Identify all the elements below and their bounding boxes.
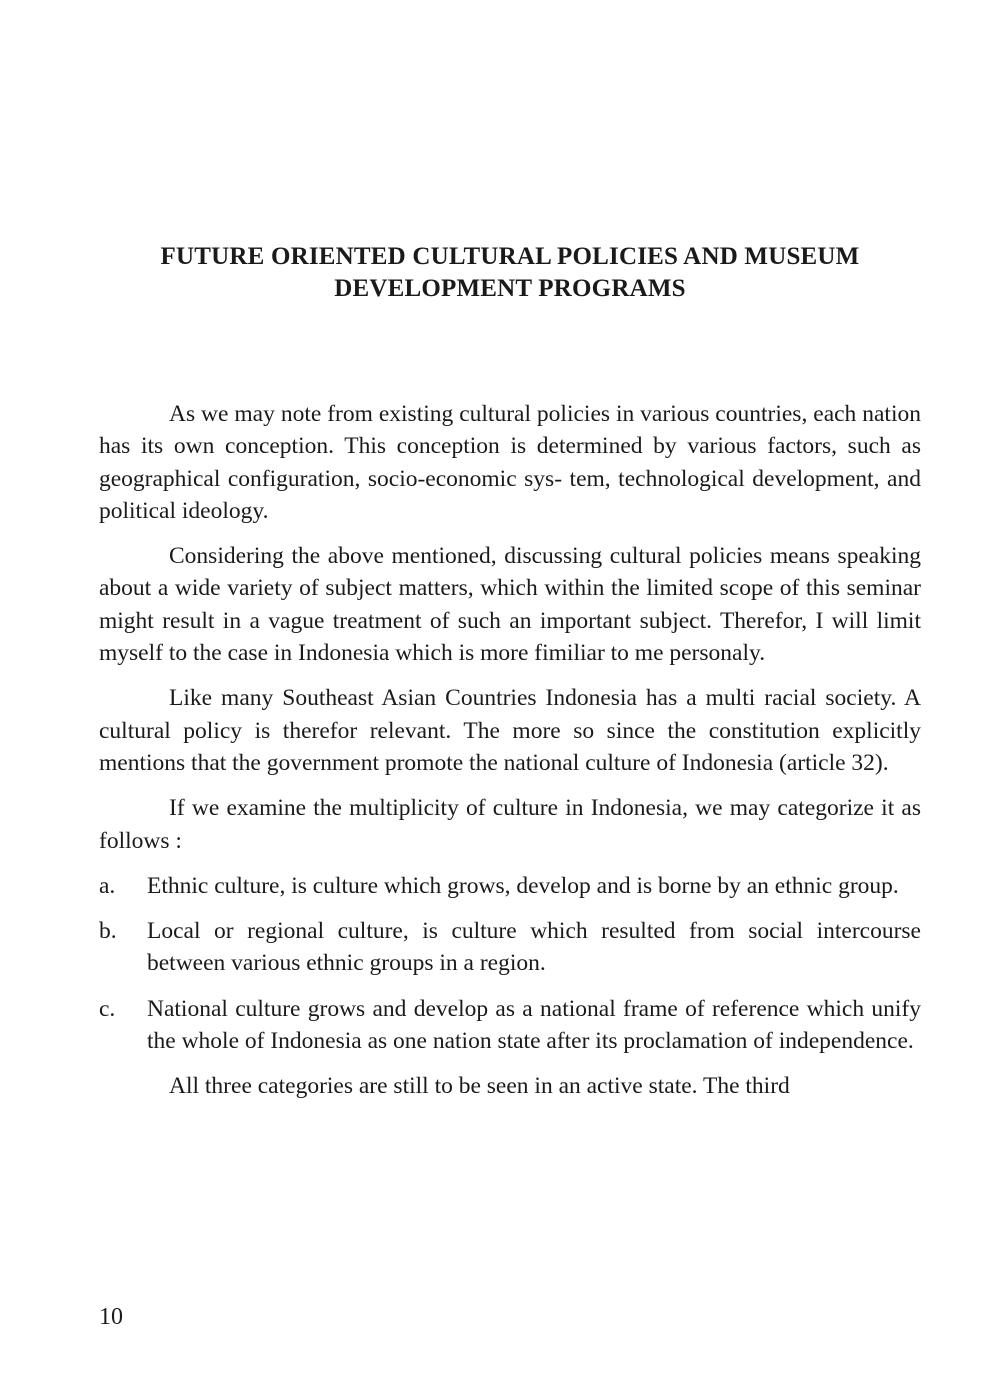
list-item-text: Local or regional culture, is culture which resulted from social intercourse between various ethnic groups in a region. xyxy=(147,918,921,977)
paragraph: Like many Southeast Asian Countries Indonesia has a multi racial society. A cultural policy is therefor relevant. The more so since the constitution explicitly mentions that the government promote the national culture of Indonesia (article 32). xyxy=(99,685,921,776)
paragraph: Considering the above mentioned, discussing cultural policies means speaking about a wide variety of subject matters, which within the limited scope of this seminar might result in a vague treatment of such an important subject. Therefor, I will limit myself to the case in Indonesia which is more fimiliar to me personaly. xyxy=(99,543,921,667)
list-marker: c. xyxy=(99,995,116,1022)
list-marker: b. xyxy=(99,918,117,945)
title-line-2: DEVELOPMENT PROGRAMS xyxy=(334,274,686,302)
list-item-text: National culture grows and develop as a national frame of reference which unify the whole of Indonesia as one nation state after its proclamation of independence. xyxy=(147,995,921,1055)
page-number: 10 xyxy=(99,1304,123,1330)
paragraph: As we may note from existing cultural policies in various countries, each nation has its own conception. This conception is determined by various factors, such as geographical configuration, socio-economic sys- tem, technological development, and political ideology. xyxy=(99,401,921,524)
list-marker: a. xyxy=(99,872,116,899)
list-item xyxy=(99,993,921,1058)
page-title xyxy=(100,241,920,305)
body-text xyxy=(99,398,921,1116)
list-item xyxy=(99,870,921,902)
paragraph: If we examine the multiplicity of culture in Indonesia, we may categorize it as follows : xyxy=(99,795,921,854)
title-line-1: FUTURE ORIENTED CULTURAL POLICIES AND MUSEUM xyxy=(160,242,860,270)
list-item-text: Ethnic culture, is culture which grows, develop and is borne by an ethnic group. xyxy=(147,872,899,899)
closing-paragraph: All three categories are still to be seen in an active state. The third xyxy=(169,1073,790,1100)
list-item xyxy=(99,915,921,980)
